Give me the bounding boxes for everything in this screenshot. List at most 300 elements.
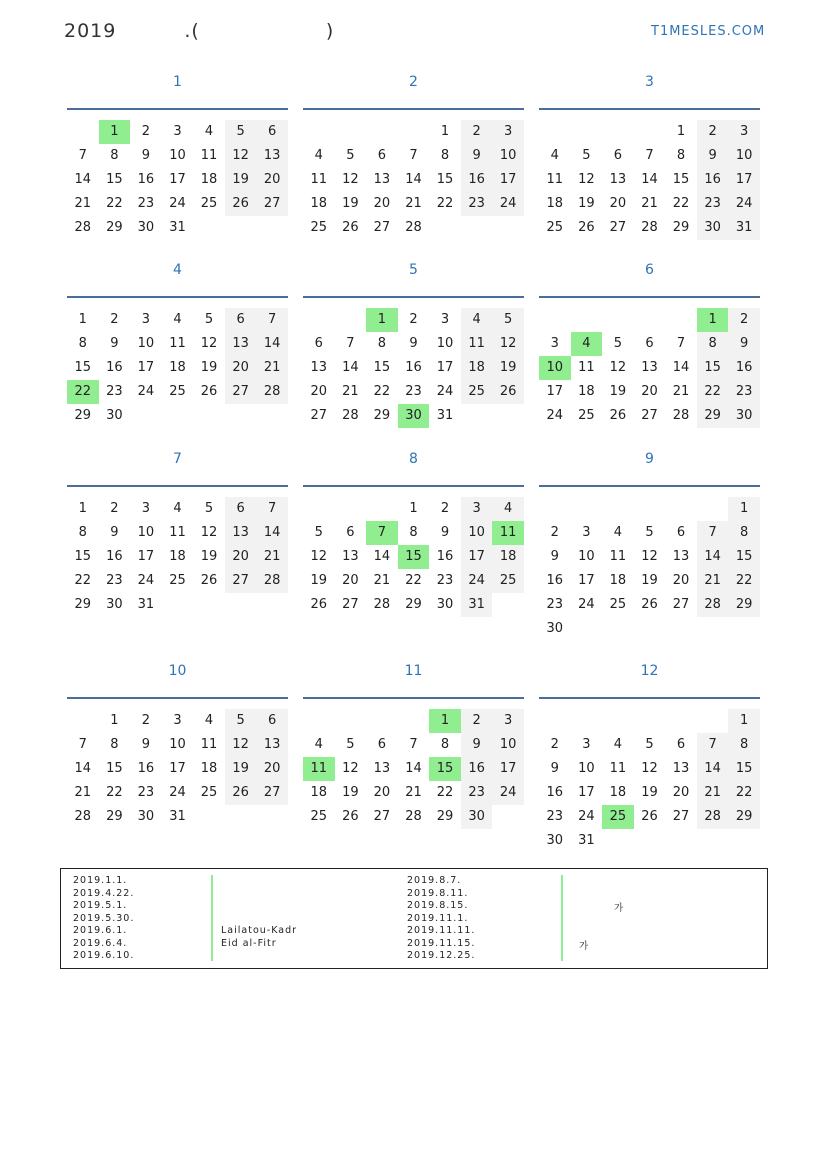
empty-cell [634,497,666,521]
day: 7 [256,497,288,521]
day: 16 [106,549,123,564]
day: 19 [225,168,257,192]
day: 14 [373,549,391,564]
day: 7 [78,148,87,163]
day: 8 [676,148,686,163]
day: 8 [440,737,450,752]
day: 31 [578,833,595,848]
day: 2 [110,312,119,327]
day: 13 [641,360,658,375]
day: 9 [141,737,151,752]
day: 6 [645,336,654,351]
day-grid [539,120,760,240]
day: 28 [74,220,92,235]
day: 28 [342,408,359,423]
day: 30 [137,809,155,824]
month-header-rule [67,485,288,497]
day: 17 [137,549,155,564]
day: 12 [578,172,595,187]
day: 29 [697,404,729,428]
holiday-day: 25 [602,805,634,829]
month-10 [67,663,288,829]
day: 27 [373,809,391,824]
day: 22 [106,196,123,211]
day: 28 [672,408,690,423]
day: 7 [256,308,288,332]
day: 7 [409,148,418,163]
day-grid [67,709,288,829]
day: 20 [342,573,359,588]
day: 6 [377,737,387,752]
day: 8 [377,336,387,351]
day: 22 [74,573,92,588]
month-name: 12 [640,663,659,679]
day: 18 [578,384,595,399]
day: 16 [106,360,123,375]
day: 16 [461,757,493,781]
day: 14 [74,172,92,187]
month-name: 7 [173,451,182,467]
day: 20 [310,384,328,399]
day: 17 [137,360,155,375]
day: 24 [137,573,155,588]
month-header-rule [539,697,760,709]
empty-cell [335,497,367,521]
day: 15 [728,545,760,569]
day: 13 [609,172,627,187]
month-header-rule [303,697,524,709]
day: 5 [204,501,214,516]
day: 9 [440,525,450,540]
day: 17 [436,360,454,375]
day-grid [539,308,760,428]
day: 5 [582,148,591,163]
day: 18 [169,360,186,375]
day: 18 [200,761,218,776]
day: 10 [461,521,493,545]
day: 16 [436,549,454,564]
holiday-day: 1 [99,120,131,144]
day-grid [303,308,524,428]
day: 9 [697,144,729,168]
title-paren-open: .( [184,20,200,42]
day: 7 [697,521,729,545]
day: 20 [373,785,391,800]
day: 4 [613,525,623,540]
day: 8 [697,332,729,356]
empty-cell [602,308,634,332]
day: 19 [609,384,627,399]
day: 19 [310,573,328,588]
day: 26 [200,573,218,588]
month-11 [303,663,524,829]
empty-cell [697,497,729,521]
day: 16 [546,573,564,588]
day: 5 [346,148,355,163]
day: 20 [225,545,257,569]
day: 25 [200,785,218,800]
day: 3 [440,312,450,327]
day: 31 [461,593,493,617]
day: 1 [440,124,450,139]
day-grid [539,497,760,641]
day: 14 [697,545,729,569]
day: 25 [578,408,595,423]
day: 15 [106,172,123,187]
day: 13 [373,172,391,187]
day: 2 [141,713,151,728]
day: 23 [546,809,564,824]
empty-cell [571,308,603,332]
day: 15 [74,549,92,564]
day: 23 [697,192,729,216]
day: 24 [436,384,454,399]
day: 2 [550,525,559,540]
day: 23 [137,785,155,800]
day: 12 [492,332,524,356]
day: 19 [200,549,218,564]
day: 22 [405,573,422,588]
day: 3 [582,737,591,752]
day: 17 [546,384,564,399]
day: 30 [461,805,493,829]
month-1 [67,74,288,240]
empty-cell [398,120,430,144]
month-name: 4 [173,262,182,278]
legend-date: 2019.8.7. [407,875,462,886]
day: 11 [200,148,218,163]
day: 5 [645,737,654,752]
day: 4 [550,148,559,163]
day: 2 [141,124,151,139]
holiday-day: 1 [697,308,729,332]
day: 20 [256,757,288,781]
day: 17 [728,168,760,192]
day-grid [539,709,760,853]
day: 6 [225,497,257,521]
holiday-day: 30 [398,404,430,428]
day: 24 [546,408,564,423]
day: 22 [672,196,690,211]
day: 11 [609,761,627,776]
day: 27 [225,380,257,404]
day: 10 [137,336,155,351]
day: 24 [169,196,186,211]
day: 14 [256,521,288,545]
day: 27 [672,809,690,824]
month-3 [539,74,760,240]
day: 10 [578,761,595,776]
day: 14 [342,360,359,375]
day: 16 [405,360,422,375]
day: 25 [310,220,328,235]
day: 5 [492,308,524,332]
holiday-day: 7 [366,521,398,545]
day: 1 [409,501,418,516]
legend-left-note2: Eid al-Fitr [221,938,277,949]
month-7 [67,451,288,617]
day: 21 [405,196,422,211]
empty-cell [602,709,634,733]
month-name: 8 [409,451,418,467]
day: 1 [728,497,760,521]
day: 25 [169,573,186,588]
day: 3 [141,501,151,516]
day: 21 [697,781,729,805]
day: 6 [314,336,323,351]
day: 13 [225,521,257,545]
holiday-day: 4 [571,332,603,356]
day: 19 [342,785,359,800]
legend-date: 2019.12.25. [407,950,476,961]
day: 9 [110,525,119,540]
day: 2 [409,312,418,327]
day: 17 [492,757,524,781]
day: 24 [492,781,524,805]
day: 6 [256,709,288,733]
brand-logo[interactable]: T1MESLES.COM [651,24,766,39]
day: 19 [578,196,595,211]
day: 31 [137,597,155,612]
month-header-rule [67,697,288,709]
day: 10 [492,733,524,757]
day: 14 [256,332,288,356]
holiday-day: 15 [429,757,461,781]
day: 12 [200,336,218,351]
day: 19 [641,573,658,588]
day: 10 [492,144,524,168]
empty-cell [571,120,603,144]
day: 22 [106,785,123,800]
legend-left-dates [73,875,134,963]
day: 15 [697,356,729,380]
day: 6 [225,308,257,332]
day: 20 [672,573,690,588]
day: 23 [405,384,422,399]
day: 5 [225,120,257,144]
legend-right-dates [407,875,475,963]
day: 14 [697,757,729,781]
day: 5 [346,737,355,752]
day: 27 [225,569,257,593]
day: 19 [200,360,218,375]
day: 24 [492,192,524,216]
day: 23 [106,573,123,588]
day: 28 [697,805,729,829]
day: 29 [728,805,760,829]
day: 3 [550,336,559,351]
day: 18 [609,785,627,800]
day: 19 [225,757,257,781]
holiday-day: 22 [67,380,99,404]
day: 15 [672,172,690,187]
day: 20 [672,785,690,800]
legend-date: 2019.11.11. [407,925,476,936]
day: 21 [672,384,690,399]
empty-cell [303,120,335,144]
empty-cell [303,497,335,521]
month-header-rule [303,485,524,497]
day: 1 [110,713,119,728]
empty-cell [335,308,367,332]
day: 27 [672,597,690,612]
legend-date: 2019.6.10. [73,950,135,961]
day: 29 [728,593,760,617]
empty-cell [366,497,398,521]
day: 12 [225,733,257,757]
day: 17 [169,761,186,776]
day-grid [67,497,288,617]
day: 20 [609,196,627,211]
day: 8 [78,336,87,351]
day: 13 [225,332,257,356]
empty-cell [366,709,398,733]
day: 30 [106,408,123,423]
day: 23 [546,597,564,612]
day: 9 [110,336,119,351]
month-name: 2 [409,74,418,90]
legend-date: 2019.8.15. [407,900,469,911]
day: 23 [461,781,493,805]
day: 18 [492,545,524,569]
day: 19 [641,785,658,800]
day: 23 [106,384,123,399]
day: 21 [256,545,288,569]
day: 7 [409,737,418,752]
day: 7 [645,148,654,163]
day: 22 [728,781,760,805]
day: 27 [641,408,658,423]
day: 26 [342,809,359,824]
day: 26 [200,384,218,399]
month-name: 9 [645,451,654,467]
day: 20 [641,384,658,399]
day: 25 [200,196,218,211]
day: 26 [578,220,595,235]
day: 15 [74,360,92,375]
day: 26 [641,597,658,612]
day: 26 [225,781,257,805]
day: 29 [74,597,92,612]
legend-left-divider [211,875,213,961]
day: 31 [728,216,760,240]
legend-right-note1: 가 [614,903,625,914]
day: 7 [78,737,87,752]
month-name: 5 [409,262,418,278]
legend-right-divider [561,875,563,961]
day: 13 [310,360,328,375]
day: 28 [405,220,422,235]
holiday-day: 10 [539,356,571,380]
month-header-rule [67,296,288,308]
empty-cell [67,709,99,733]
holiday-day: 15 [398,545,430,569]
day: 27 [256,192,288,216]
holiday-day: 11 [492,521,524,545]
day: 16 [461,168,493,192]
legend-date: 2019.4.22. [73,887,135,899]
holiday-day: 1 [366,308,398,332]
day: 24 [578,597,595,612]
month-name: 3 [645,74,654,90]
day: 6 [613,148,623,163]
day: 18 [310,196,328,211]
day: 10 [436,336,454,351]
day: 28 [641,220,658,235]
year-label: 2019 [64,20,117,42]
day: 29 [436,809,454,824]
day: 6 [676,525,686,540]
day: 23 [137,196,155,211]
day: 30 [546,621,564,636]
day: 8 [78,525,87,540]
day: 8 [110,148,119,163]
legend-date: 2019.5.30. [73,912,135,924]
month-4 [67,262,288,428]
day: 14 [405,172,422,187]
month-9 [539,451,760,641]
empty-cell [634,709,666,733]
day: 7 [676,336,686,351]
title-paren-close: ) [325,20,335,42]
month-header-rule [539,485,760,497]
day: 24 [578,809,595,824]
empty-cell [335,120,367,144]
empty-cell [335,709,367,733]
day: 3 [173,124,182,139]
month-name: 6 [645,262,654,278]
day: 9 [141,148,151,163]
day: 30 [546,833,564,848]
day: 13 [256,144,288,168]
day: 16 [697,168,729,192]
day: 3 [582,525,591,540]
day: 9 [409,336,418,351]
day: 26 [492,380,524,404]
day: 11 [578,360,595,375]
day: 30 [697,216,729,240]
day: 12 [200,525,218,540]
day: 20 [225,356,257,380]
empty-cell [303,308,335,332]
day: 31 [436,408,454,423]
empty-cell [665,709,697,733]
day: 4 [461,308,493,332]
day: 3 [141,312,151,327]
day: 21 [641,196,658,211]
month-name: 10 [168,663,187,679]
day: 3 [173,713,182,728]
empty-cell [539,709,571,733]
day: 22 [436,785,454,800]
day: 16 [137,172,155,187]
day: 23 [728,380,760,404]
day: 8 [728,521,760,545]
day: 5 [225,709,257,733]
day: 17 [461,545,493,569]
day: 16 [546,785,564,800]
legend-date: 2019.6.1. [73,925,128,936]
day: 30 [106,597,123,612]
day: 29 [106,220,123,235]
day: 24 [461,569,493,593]
day: 3 [461,497,493,521]
legend-date: 2019.11.1. [407,912,469,924]
day: 30 [436,597,454,612]
day: 2 [697,120,729,144]
day: 29 [74,408,92,423]
day: 21 [342,384,359,399]
